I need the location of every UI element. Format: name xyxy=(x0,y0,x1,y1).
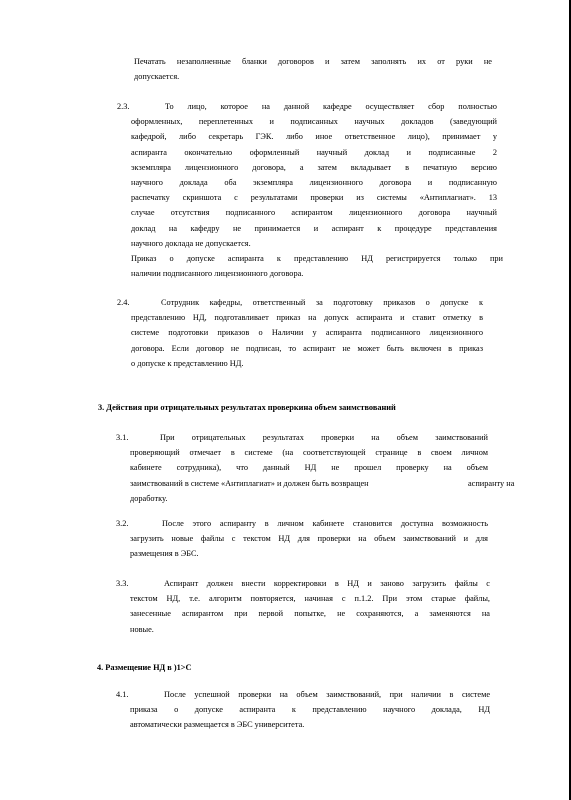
text-line: То лицо, которое на данной кафедре осуществляет сбор полностью xyxy=(165,102,497,111)
text-line: автоматически размещается в ЭБС университета. xyxy=(130,720,305,730)
text-line: После успешной проверки на объем заимствований, при наличии в системе xyxy=(164,690,490,699)
text-line: научного доклада не допускается. xyxy=(131,238,251,248)
text-line: оформленных, переплетенных и подписанных научных докладов (заведующий xyxy=(131,117,497,127)
text-line: наличии подписанного лицензионного договора. xyxy=(131,269,304,279)
text-line: текстом НД, т.е. алгоритм повторяется, начиная с п.1.2. При этом старые файлы, xyxy=(130,594,490,604)
text-line: приказа о допуске аспиранта к представлению научного доклада, НД xyxy=(130,705,490,715)
text-line: договора. Если договор не подписан, то аспирант не может быть включен в приказ xyxy=(131,343,483,353)
paragraph-3-1 xyxy=(116,430,515,506)
section-4-heading: 4. Размещение НД в )1>С xyxy=(97,663,192,672)
text-line: экземпляра лицензионного договора, а затем вкладывает в печатную версию xyxy=(131,162,497,172)
text-line: загрузить новые файлы с текстом НД для проверки на объем заимствований и для xyxy=(130,534,488,544)
text-line: кафедрой, либо секретарь ГЭК. либо иное ответственное лицо), принимает у xyxy=(131,132,497,142)
paragraph-3-3 xyxy=(116,576,490,637)
paragraph-number: 3.3. xyxy=(116,579,129,588)
text-line: доклад на кафедру не принимается и аспирант к процедуре представления xyxy=(131,223,497,233)
text-line: Приказ о допуске аспиранта к представлению НД регистрируется только при xyxy=(131,254,503,264)
paragraph-number: 4.1. xyxy=(116,690,129,699)
paragraph-2-4 xyxy=(117,295,483,371)
text-line: заимствований в системе «Антиплагиат» и должен быть возвращен xyxy=(130,478,369,488)
text-line: распечатку скриншота с результатами проверки из системы «Антиплагиат». 13 xyxy=(131,193,497,203)
paragraph-number: 3.2. xyxy=(116,519,129,528)
text-line: размещения в ЭБС. xyxy=(130,549,199,559)
paragraph-3-2 xyxy=(116,516,488,562)
text-line: Печатать незаполненные бланки договоров и затем заполнять их от руки не xyxy=(134,57,492,66)
text-line: занесенные аспирантом при первой попытке, не сохраняются, а заменяются на xyxy=(130,609,490,619)
text-line: Сотрудник кафедры, ответственный за подготовку приказов о допуске к xyxy=(161,298,483,307)
paragraph-2-3 xyxy=(117,99,503,281)
text-line: допускается. xyxy=(134,72,180,82)
text-line: новые. xyxy=(130,624,154,634)
trailing-text: аспиранту на xyxy=(468,478,515,488)
intro-paragraph xyxy=(134,54,492,84)
text-line: кабинете сотрудника), что данный НД не прошел проверку на объем xyxy=(130,463,488,473)
text-line: доработку. xyxy=(130,493,168,503)
text-line: При отрицательных результатах проверки на объем заимствований xyxy=(160,433,488,442)
text-line: о допуске к представлению НД. xyxy=(131,358,244,368)
text-line: случае отсутствия подписанного аспирантом лицензионного договора научный xyxy=(131,208,497,218)
paragraph-number: 2.4. xyxy=(117,298,130,307)
text-line: научного доклада оба экземпляра лицензионного договора и подписанную xyxy=(131,178,497,188)
paragraph-number: 3.1. xyxy=(116,433,129,442)
text-line: представлению НД, подготавливает приказ на допуск аспиранта и ставит отметку в xyxy=(131,313,483,323)
text-line: проверяющий отмечает в системе (на соответствующей странице в своем личном xyxy=(130,448,488,458)
section-3-heading: 3. Действия при отрицательных результатах проверкина объем заимствований xyxy=(98,403,396,412)
paragraph-number: 2.3. xyxy=(117,102,130,111)
text-line: аспиранта окончательно оформленный научный доклад и подписанные 2 xyxy=(131,147,497,157)
text-line: Аспирант должен внести корректировки в НД и заново загрузить файлы с xyxy=(164,579,490,588)
paragraph-4-1 xyxy=(116,687,490,733)
text-line: После этого аспиранту в личном кабинете становится доступна возможность xyxy=(162,519,488,528)
text-line: системе подготовки приказов о Наличии у аспиранта подписанного лицензионного xyxy=(131,328,483,338)
